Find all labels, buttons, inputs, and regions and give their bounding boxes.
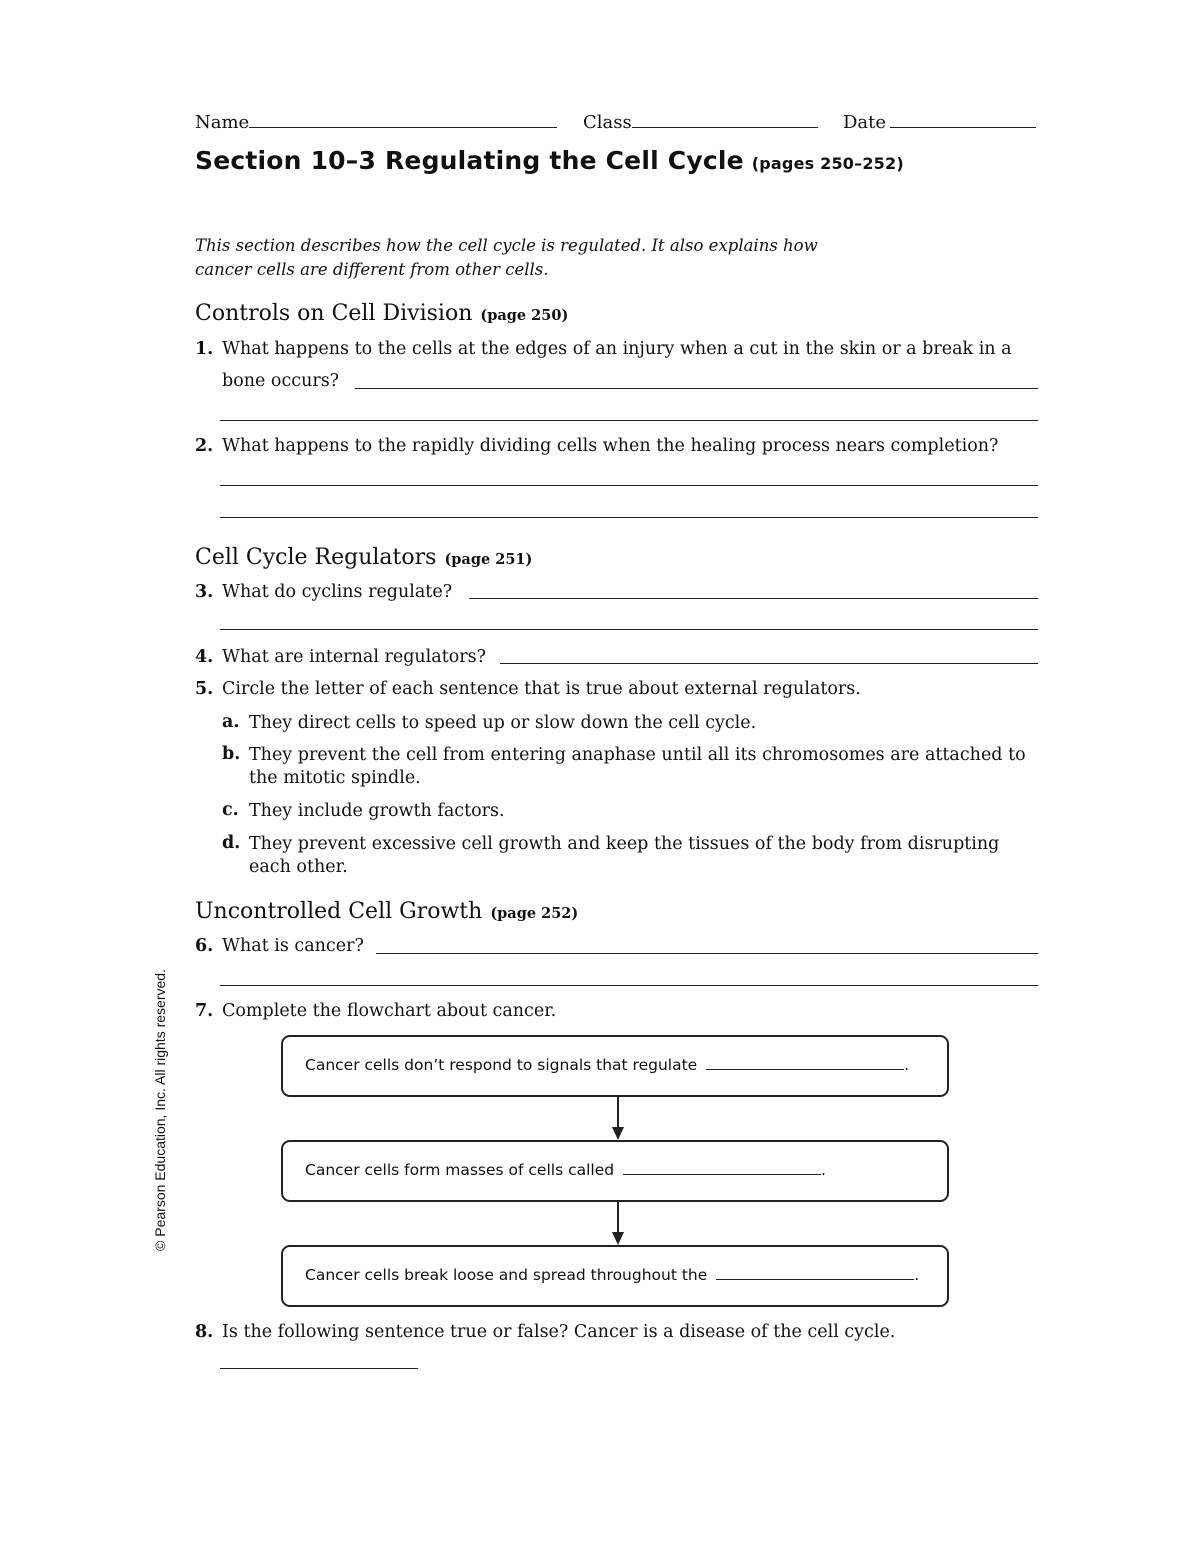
answer-line[interactable] <box>220 1368 418 1369</box>
date-blank[interactable] <box>890 127 1036 128</box>
answer-line[interactable] <box>469 598 1038 599</box>
answer-line[interactable] <box>355 388 1038 389</box>
answer-line[interactable] <box>220 420 1038 421</box>
question-number: 6. <box>195 936 214 956</box>
class-field <box>583 112 818 133</box>
question-4-text: What are internal regulators? <box>222 647 487 667</box>
question-number: 7. <box>195 1001 214 1021</box>
intro-line-1: This section describes how the cell cycle is regulated. It also explains how <box>195 236 818 255</box>
section-heading-uncontrolled <box>195 899 578 924</box>
question-1-line-2: bone occurs? <box>222 371 340 391</box>
flowchart-box-3 <box>281 1245 949 1307</box>
option-letter-d[interactable]: d. <box>222 833 241 853</box>
section-page: (page 251) <box>444 551 533 568</box>
answer-line[interactable] <box>376 953 1038 954</box>
class-blank[interactable] <box>632 127 818 128</box>
name-field <box>195 112 557 133</box>
option-text-b: They prevent the cell from entering anaphase until all its chromosomes are attached to the mitotic spindle. <box>249 745 1026 788</box>
flowchart-box-3-content <box>305 1266 919 1284</box>
flowchart-blank-2[interactable] <box>623 1174 821 1175</box>
date-field <box>843 112 1036 133</box>
name-blank[interactable] <box>249 127 557 128</box>
section-page: (page 250) <box>480 307 569 324</box>
intro-line-2: cancer cells are different from other cells. <box>195 260 549 279</box>
flowchart-arrow-2 <box>608 1202 628 1246</box>
section-title: Controls on Cell Division <box>195 301 473 326</box>
flowchart-box-2-content <box>305 1161 826 1179</box>
flowchart-arrow-1 <box>608 1097 628 1141</box>
question-number: 2. <box>195 436 214 456</box>
answer-line[interactable] <box>220 517 1038 518</box>
flowchart-box-2 <box>281 1140 949 1202</box>
class-label: Class <box>583 112 632 133</box>
question-1-line-1: What happens to the cells at the edges of an injury when a cut in the skin or a break in a <box>222 339 1012 359</box>
title-text: Section 10–3 Regulating the Cell Cycle <box>195 146 744 175</box>
answer-line[interactable] <box>220 485 1038 486</box>
option-letter-b[interactable]: b. <box>222 744 241 764</box>
question-number: 4. <box>195 647 214 667</box>
question-6-text: What is cancer? <box>222 936 364 956</box>
section-title: Cell Cycle Regulators <box>195 545 437 570</box>
question-7-text: Complete the flowchart about cancer. <box>222 1001 557 1021</box>
question-5-text: Circle the letter of each sentence that is true about external regulators. <box>222 679 861 699</box>
answer-line[interactable] <box>220 985 1038 986</box>
option-text-a: They direct cells to speed up or slow down the cell cycle. <box>249 713 757 733</box>
question-3-text: What do cyclins regulate? <box>222 582 453 602</box>
answer-line[interactable] <box>220 629 1038 630</box>
option-text-c: They include growth factors. <box>249 801 505 821</box>
flowchart-box-2-end: . <box>821 1161 826 1179</box>
option-letter-a[interactable]: a. <box>222 712 240 732</box>
flowchart-blank-1[interactable] <box>706 1069 904 1070</box>
question-number: 5. <box>195 679 214 699</box>
flowchart-box-1-content <box>305 1056 909 1074</box>
option-letter-c[interactable]: c. <box>222 800 239 820</box>
question-number: 1. <box>195 339 214 359</box>
section-heading-regulators <box>195 545 532 570</box>
question-8-text: Is the following sentence true or false? Cancer is a disease of the cell cycle. <box>222 1322 896 1342</box>
name-label: Name <box>195 112 250 133</box>
question-number: 3. <box>195 582 214 602</box>
flowchart-box-1-text: Cancer cells don’t respond to signals that regulate <box>305 1056 698 1074</box>
section-page: (page 252) <box>490 905 579 922</box>
question-2-text: What happens to the rapidly dividing cells when the healing process nears completion? <box>222 436 999 456</box>
title-pages: (pages 250–252) <box>751 154 904 173</box>
flowchart-box-2-text: Cancer cells form masses of cells called <box>305 1161 615 1179</box>
section-title: Uncontrolled Cell Growth <box>195 899 483 924</box>
option-text-d: They prevent excessive cell growth and keep the tissues of the body from disrupting each other. <box>249 834 1000 877</box>
flowchart-box-3-text: Cancer cells break loose and spread throughout the <box>305 1266 708 1284</box>
page-title <box>195 146 904 175</box>
answer-line[interactable] <box>500 663 1038 664</box>
copyright-notice: © Pearson Education, Inc. All rights reserved. <box>152 969 168 1251</box>
flowchart-blank-3[interactable] <box>716 1279 914 1280</box>
flowchart-box-1-end: . <box>904 1056 910 1074</box>
section-heading-controls <box>195 301 568 326</box>
flowchart-box-1 <box>281 1035 949 1097</box>
date-label: Date <box>843 112 887 133</box>
question-number: 8. <box>195 1322 214 1342</box>
flowchart-box-3-end: . <box>914 1266 920 1284</box>
intro-text <box>195 234 875 282</box>
